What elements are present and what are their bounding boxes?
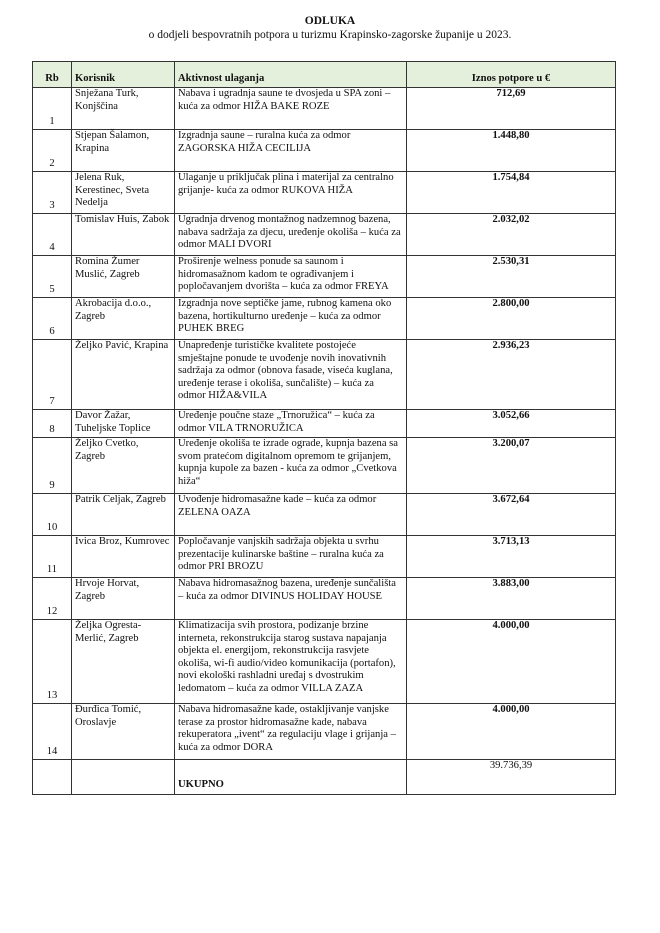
table-row: [33, 130, 616, 172]
table-row: [33, 214, 616, 256]
amount-cell: 3.200,07: [407, 438, 616, 494]
row-number: 11: [33, 536, 72, 578]
row-number: 12: [33, 578, 72, 620]
beneficiary-cell: Davor Žažar, Tuheljske Toplice: [72, 410, 175, 438]
table-total-row: [33, 760, 616, 795]
column-header-korisnik: Korisnik: [72, 62, 175, 88]
beneficiary-cell: Romina Žumer Muslić, Zagreb: [72, 256, 175, 298]
row-number: 14: [33, 704, 72, 760]
activity-cell: Proširenje welness ponude sa saunom i hidromasažnom kadom te ograđivanjem i popločavanjem dvorišta – kuća za odmor FREYA: [175, 256, 407, 298]
total-korisnik-cell: [72, 760, 175, 795]
beneficiary-cell: Tomislav Huis, Zabok: [72, 214, 175, 256]
row-number: 1: [33, 88, 72, 130]
table-row: [33, 494, 616, 536]
row-number: 4: [33, 214, 72, 256]
amount-cell: 3.713,13: [407, 536, 616, 578]
row-number: 13: [33, 620, 72, 704]
amount-cell: 1.448,80: [407, 130, 616, 172]
row-number: 9: [33, 438, 72, 494]
amount-cell: 4.000,00: [407, 620, 616, 704]
table-row: [33, 256, 616, 298]
activity-cell: Nabava hidromasažnog bazena, uređenje sunčališta – kuća za odmor DIVINUS HOLIDAY HOUSE: [175, 578, 407, 620]
table-row: [33, 410, 616, 438]
table-header-row: [33, 62, 616, 88]
amount-cell: 3.883,00: [407, 578, 616, 620]
row-number: 7: [33, 340, 72, 410]
row-number: 10: [33, 494, 72, 536]
beneficiary-cell: Željko Cvetko, Zagreb: [72, 438, 175, 494]
table-row: [33, 298, 616, 340]
activity-cell: Unapređenje turističke kvalitete postojeće smještajne ponude te uvođenje novih inovativnih sadržaja za odmor (obnova fasade, viseća kuglana, uređenje terase i okoliša, sunčalište) – kuća za odmor HIŽA&VILA: [175, 340, 407, 410]
amount-cell: 4.000,00: [407, 704, 616, 760]
activity-cell: Ugradnja drvenog montažnog nadzemnog bazena, nabava sadržaja za djecu, uređenje okoliša – kuća za odmor MALI DVORI: [175, 214, 407, 256]
document-subtitle: o dodjeli bespovratnih potpora u turizmu Krapinsko-zagorske županije u 2023.: [148, 29, 512, 41]
beneficiary-cell: Stjepan Šalamon, Krapina: [72, 130, 175, 172]
amount-cell: 2.936,23: [407, 340, 616, 410]
amount-cell: 2.032,02: [407, 214, 616, 256]
activity-cell: Klimatizacija svih prostora, podizanje brzine interneta, rekonstrukcija starog sustava napajanja objekta el. energijom, rekonstrukcija rasvjete okoliša, wi-fi audio/video komunikacija (portafon), novi ekološki rashladni uređaj s dvostrukim ledomatom – kuća za odmor VILLA ZAZA: [175, 620, 407, 704]
beneficiary-cell: Željko Pavić, Krapina: [72, 340, 175, 410]
beneficiary-cell: Snježana Turk, Konjščina: [72, 88, 175, 130]
document-title: ODLUKA: [304, 15, 356, 27]
amount-cell: 712,69: [407, 88, 616, 130]
table-row: [33, 172, 616, 214]
activity-cell: Nabava hidromasažne kade, ostakljivanje vanjske terase za prostor hidromasažne kade, nabava rekuperatora „ivent“ za regulaciju vlage i grijanja – kuća za odmor DORA: [175, 704, 407, 760]
total-rb-cell: [33, 760, 72, 795]
total-label: UKUPNO: [175, 760, 407, 795]
table-row: [33, 536, 616, 578]
table-row: [33, 578, 616, 620]
beneficiary-cell: Jelena Ruk, Kerestinec, Sveta Nedelja: [72, 172, 175, 214]
amount-cell: 3.052,66: [407, 410, 616, 438]
column-header-aktivnost: Aktivnost ulaganja: [175, 62, 407, 88]
table-row: [33, 620, 616, 704]
column-header-rb: Rb: [33, 62, 72, 88]
beneficiary-cell: Željka Ogresta-Merlić, Zagreb: [72, 620, 175, 704]
beneficiary-cell: Patrik Celjak, Zagreb: [72, 494, 175, 536]
column-header-iznos: Iznos potpore u €: [407, 62, 616, 88]
activity-cell: Nabava i ugradnja saune te dvosjeda u SPA zoni – kuća za odmor HIŽA BAKE ROZE: [175, 88, 407, 130]
row-number: 8: [33, 410, 72, 438]
amount-cell: 2.530,31: [407, 256, 616, 298]
activity-cell: Ulaganje u priključak plina i materijal za centralno grijanje- kuća za odmor RUKOVA HIŽA: [175, 172, 407, 214]
beneficiary-cell: Đurđica Tomić, Oroslavje: [72, 704, 175, 760]
activity-cell: Popločavanje vanjskih sadržaja objekta u svrhu prezentacije kulinarske baštine – ruralna kuća za odmor PRI BROZU: [175, 536, 407, 578]
row-number: 2: [33, 130, 72, 172]
table-row: [33, 704, 616, 760]
activity-cell: Uređenje okoliša te izrade ograde, kupnja bazena sa svom pratećom digitalnom opremom te grijanjem, kupnja kupole za bazen - kuća za odmor „Cvetkova hiža“: [175, 438, 407, 494]
amount-cell: 1.754,84: [407, 172, 616, 214]
grants-table: [32, 61, 616, 795]
row-number: 5: [33, 256, 72, 298]
table-row: [33, 88, 616, 130]
total-amount: 39.736,39: [407, 760, 616, 795]
table-row: [33, 340, 616, 410]
row-number: 6: [33, 298, 72, 340]
table-row: [33, 438, 616, 494]
beneficiary-cell: Ivica Broz, Kumrovec: [72, 536, 175, 578]
activity-cell: Uređenje poučne staze „Trnoružica“ – kuća za odmor VILA TRNORUŽICA: [175, 410, 407, 438]
activity-cell: Izgradnja saune – ruralna kuća za odmor ZAGORSKA HIŽA CECILIJA: [175, 130, 407, 172]
activity-cell: Izgradnja nove septičke jame, rubnog kamena oko bazena, hortikulturno uređenje – kuća za odmor PUHEK BREG: [175, 298, 407, 340]
activity-cell: Uvođenje hidromasažne kade – kuća za odmor ZELENA OAZA: [175, 494, 407, 536]
beneficiary-cell: Akrobacija d.o.o., Zagreb: [72, 298, 175, 340]
row-number: 3: [33, 172, 72, 214]
beneficiary-cell: Hrvoje Horvat, Zagreb: [72, 578, 175, 620]
amount-cell: 3.672,64: [407, 494, 616, 536]
amount-cell: 2.800,00: [407, 298, 616, 340]
